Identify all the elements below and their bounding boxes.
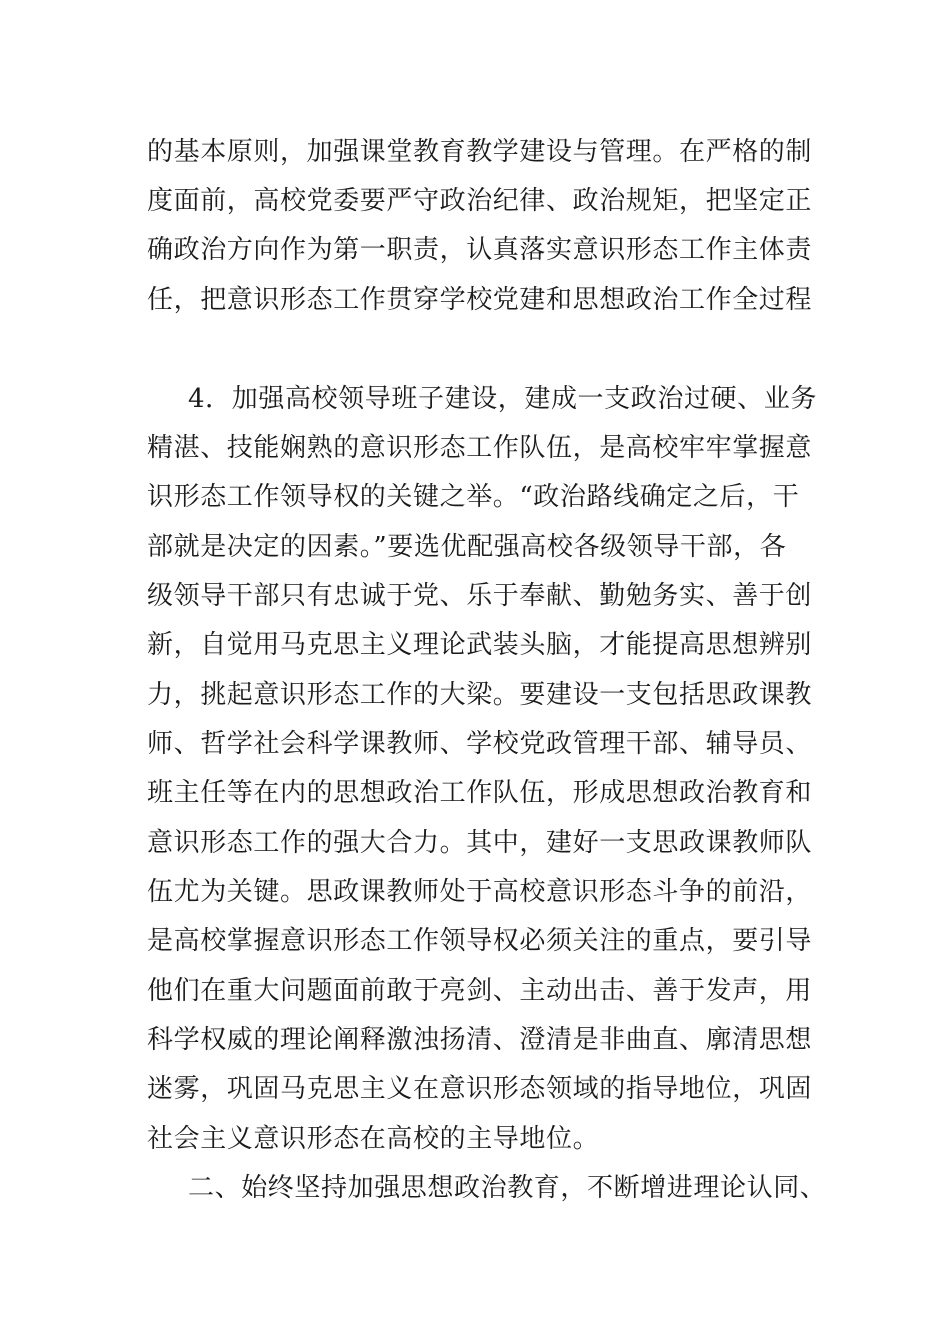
text-line: 的基本原则，加强课堂教育教学建设与管理。在严格的制 (147, 137, 813, 167)
text-line: 识形态工作领导权的关键之举。“政治路线确定之后，干 (147, 482, 800, 512)
text-line: 伍尤为关键。思政课教师处于高校意识形态斗争的前沿， (147, 877, 813, 907)
text-line: 力，挑起意识形态工作的大梁。要建设一支包括思政课教 (147, 680, 813, 710)
text-line: 新，自觉用马克思主义理论武装头脑，才能提高思想辨别 (147, 630, 813, 660)
section-heading-line: 二、始终坚持加强思想政治教育，不断增进理论认同、 (188, 1173, 827, 1203)
text-line: 班主任等在内的思想政治工作队伍，形成思想政治教育和 (147, 778, 813, 808)
text-line: 4．加强高校领导班子建设，建成一支政治过硬、业务 (188, 384, 817, 414)
text-line: 确政治方向作为第一职责，认真落实意识形态工作主体责 (147, 235, 813, 265)
text-line: 精湛、技能娴熟的意识形态工作队伍，是高校牢牢掌握意 (147, 433, 813, 463)
text-line: 级领导干部只有忠诚于党、乐于奉献、勤勉务实、善于创 (147, 581, 813, 611)
text-line: 任，把意识形态工作贯穿学校党建和思想政治工作全过程 (147, 285, 813, 315)
text-line: 科学权威的理论阐释激浊扬清、澄清是非曲直、廓清思想 (147, 1025, 813, 1055)
text-line: 是高校掌握意识形态工作领导权必须关注的重点，要引导 (147, 926, 813, 956)
text-line: 度面前，高校党委要严守政治纪律、政治规矩，把坚定正 (147, 186, 813, 216)
text-line: 意识形态工作的强大合力。其中，建好一支思政课教师队 (147, 828, 813, 858)
text-line: 迷雾，巩固马克思主义在意识形态领域的指导地位，巩固 (147, 1074, 813, 1104)
text-line: 部就是决定的因素。”要选优配强高校各级领导干部，各 (147, 532, 787, 562)
text-line: 他们在重大问题面前敢于亮剑、主动出击、善于发声，用 (147, 976, 813, 1006)
text-line: 师、哲学社会科学课教师、学校党政管理干部、辅导员、 (147, 729, 813, 759)
text-line: 社会主义意识形态在高校的主导地位。 (147, 1124, 600, 1154)
